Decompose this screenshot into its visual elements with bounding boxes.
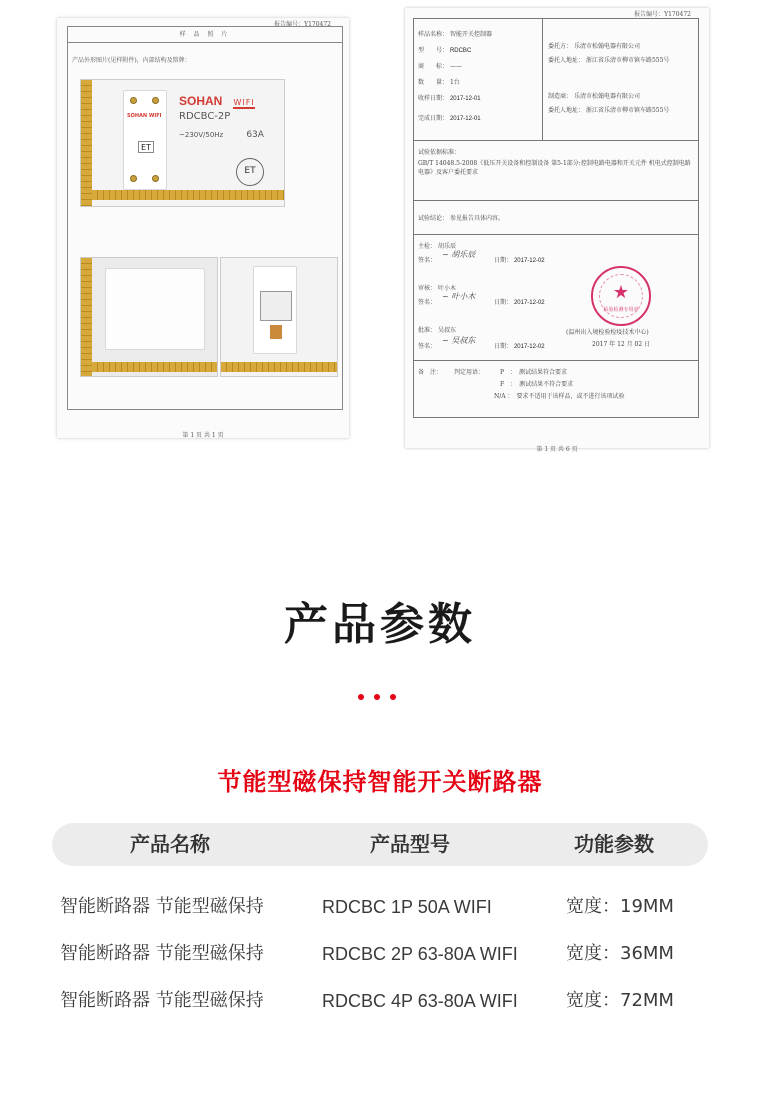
dot-icon [390, 694, 396, 700]
photo-internal-view [220, 257, 338, 377]
terminal-screw [152, 97, 159, 104]
table-row [52, 980, 708, 1022]
remarks-label: 备 注： [418, 369, 443, 376]
et-certification-mark: ET [236, 158, 264, 186]
report-form [413, 18, 699, 418]
nameplate-model: RDCBC-2P [179, 111, 231, 122]
terminal-screw [130, 175, 137, 182]
ruler [92, 362, 218, 372]
seal-center-text: 检验检测专用章 [603, 307, 639, 313]
photo-note: 产品外形图片(见样附件)，内部结构及铭牌： [72, 57, 191, 64]
inspector-signature: ~ 胡乐辰 [442, 250, 476, 259]
ruler [81, 80, 92, 207]
remarks-title: 判定用语： [454, 369, 485, 376]
section-title: 产品参数 [284, 599, 476, 650]
remark-na: N/A ： 要求不适用于该样品，或不进行该项试验 [494, 393, 625, 400]
basis-label: 试验依据标准： [418, 149, 461, 156]
manufacturer: 制造商： 乐清市松翰电器有限公司 [548, 93, 640, 100]
dot-icon [374, 694, 380, 700]
breaker-internal [253, 266, 297, 354]
remark-pass: P ： 测试结果符合要求 [500, 369, 568, 376]
photo-frame [67, 26, 343, 410]
cell-function: 宽度：36MM [566, 943, 674, 964]
product-heading: 节能型磁保持智能开关断路器 [217, 768, 543, 796]
photo-side-view [80, 257, 218, 377]
nameplate-rating: 63A [246, 130, 264, 140]
client: 委托方： 乐清市松翰电器有限公司 [548, 43, 640, 50]
breaker-side [105, 268, 205, 350]
photo-front-view [80, 79, 285, 207]
terminal-screw [130, 97, 137, 104]
basis-text: GB/T 14048.5-2008《低压开关设备和控制设备 第5-1部分:控制电路电器和开关元件 机电式控制电路电器》及客户委托要求 [418, 160, 691, 176]
reviewer: 审核： 叶小木 [418, 285, 456, 292]
sample-info-block [414, 19, 698, 141]
reviewer-date: 日期： 2017-12-02 [494, 299, 545, 306]
seal-date: 2017 年 12 月 02 日 [592, 341, 651, 348]
received-date: 收样日期： 2017-12-01 [418, 95, 481, 102]
table-row [52, 933, 708, 975]
manufacturer-address: 委托人地址： 浙江省乐清市柳市镇车路555号 [548, 107, 670, 114]
inspector: 主检： 胡乐辰 [418, 243, 456, 250]
quantity: 数 量： 1台 [418, 79, 460, 86]
device-et-mark: ET [138, 141, 154, 153]
client-address: 委托人地址： 浙江省乐清市柳市镇车路555号 [548, 57, 670, 64]
ruler [81, 258, 92, 377]
conclusion: 试验结论： 参见报告具体内容。 [418, 215, 504, 222]
reviewer-signature: ~ 叶小木 [442, 292, 476, 301]
internal-coil [260, 291, 292, 321]
page-footer: 第 1 页 共 1 页 [182, 432, 224, 439]
seal-star-icon: ★ [612, 282, 630, 303]
trademark: 商 标： —— [418, 63, 462, 70]
breaker-device [123, 90, 167, 190]
table-header [52, 823, 708, 866]
completed-date: 完成日期： 2017-12-01 [418, 115, 481, 122]
test-report-sheet [405, 8, 709, 453]
header-function: 功能参数 [574, 832, 654, 856]
dot-icon [358, 694, 364, 700]
inspector-date: 日期： 2017-12-02 [494, 257, 545, 264]
approver: 批准： 吴叔东 [418, 327, 456, 334]
brand-wifi: WIFI [233, 98, 255, 107]
cell-product-name: 智能断路器 节能型磁保持 [60, 943, 264, 964]
approver-signature-label: 签名： [418, 343, 437, 350]
cell-function: 宽度：19MM [566, 896, 674, 917]
reviewer-signature-label: 签名： [418, 299, 437, 306]
report-number: 报告编号：Y170472 [634, 11, 691, 18]
cell-function: 宽度：72MM [566, 990, 674, 1011]
internal-contact [270, 325, 282, 339]
header-product-model: 产品型号 [370, 832, 450, 856]
sample-photo-sheet [57, 18, 349, 438]
report-number: 报告编号：Y170472 [274, 21, 331, 28]
divider [542, 19, 543, 140]
nameplate [179, 90, 264, 141]
page-footer: 第 1 页 共 6 页 [536, 446, 578, 453]
photo-sheet-header: 样 品 照 片 [68, 27, 342, 43]
seal-organization: (温州出入境检验检疫技术中心) [566, 329, 649, 336]
device-brand-label: SOHAN WIFI [127, 113, 162, 119]
approver-date: 日期： 2017-12-02 [494, 343, 545, 350]
header-product-name: 产品名称 [130, 832, 210, 856]
table-row [52, 886, 708, 928]
signature-block [414, 235, 698, 361]
terminal-screw [152, 175, 159, 182]
sample-name: 样品名称： 智能开关控制器 [418, 31, 492, 38]
cell-product-model: RDCBC 2P 63-80A WIFI [322, 944, 518, 964]
model: 型 号： RDCBC [418, 47, 472, 54]
nameplate-voltage: ~230V/50Hz [179, 131, 224, 139]
ruler [221, 362, 338, 372]
inspection-seal [591, 266, 651, 326]
brand-logo: SOHAN [179, 94, 223, 108]
remark-fail: F ： 测试结果不符合要求 [500, 381, 574, 388]
inspector-signature-label: 签名： [418, 257, 437, 264]
approver-signature: ~ 吴叔东 [442, 336, 476, 345]
cell-product-model: RDCBC 4P 63-80A WIFI [322, 991, 518, 1011]
decorative-dots [353, 685, 401, 704]
remarks-block [414, 361, 698, 417]
cell-product-name: 智能断路器 节能型磁保持 [60, 896, 264, 917]
cell-product-name: 智能断路器 节能型磁保持 [60, 990, 264, 1011]
cell-product-model: RDCBC 1P 50A WIFI [322, 897, 492, 917]
conclusion-block [414, 201, 698, 235]
test-basis-block [414, 141, 698, 201]
ruler [92, 190, 285, 200]
